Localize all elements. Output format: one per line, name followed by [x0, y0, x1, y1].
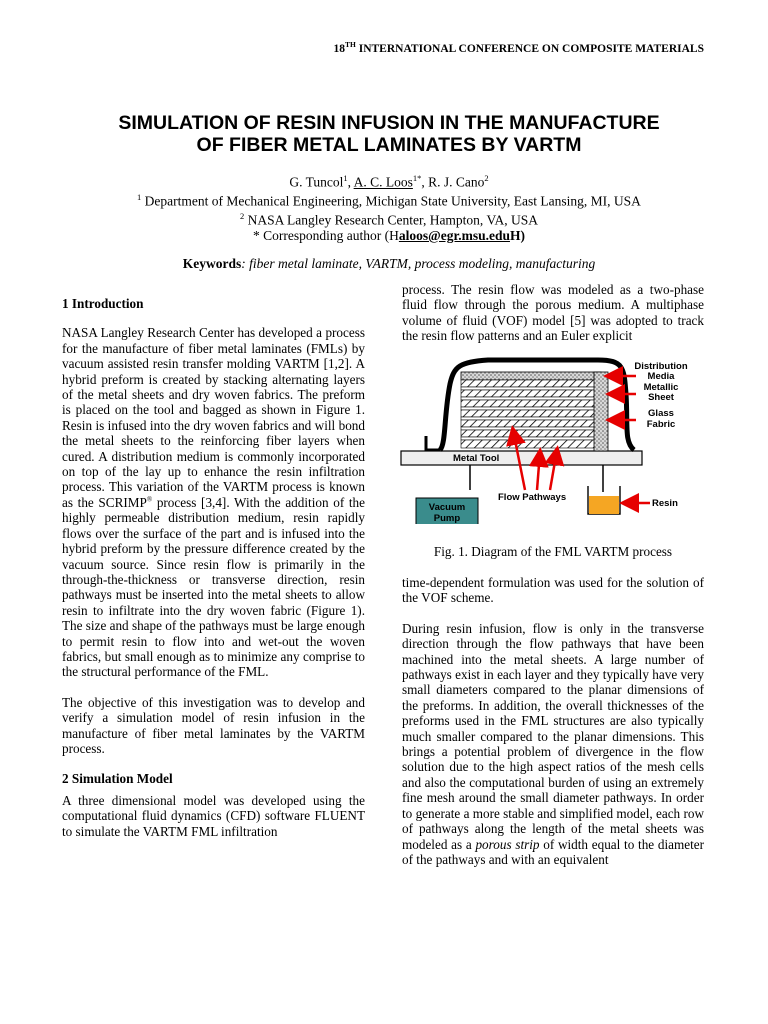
- section-heading-simulation-model: 2 Simulation Model: [62, 771, 173, 787]
- conference-header: 18TH INTERNATIONAL CONFERENCE ON COMPOSITE MATERIALS: [333, 40, 704, 55]
- label-distribution-1: Distribution: [634, 361, 688, 372]
- right-column-bottom: [402, 575, 704, 882]
- title-line-1: SIMULATION OF RESIN INFUSION IN THE MANUFACTURE: [118, 112, 660, 134]
- corresponding-author: * Corresponding author (Haloos@egr.msu.eduH): [253, 228, 525, 243]
- paragraph: time-dependent formulation was used for the solution of the VOF scheme.: [402, 575, 704, 606]
- label-metal-tool: Metal Tool: [453, 453, 500, 464]
- paragraph: process. The resin flow was modeled as a two-phase fluid flow through the porous medium. A multiphase volume of fluid (VOF) model [5] was adopted to track the resin flow patterns and an Euler explicit: [402, 282, 704, 344]
- label-resin: Resin: [652, 498, 678, 509]
- figure-vartm-diagram: [398, 354, 704, 524]
- author-names: G. Tuncol$^1$, A. C. Loos$^{1*}$, R. J. Cano$^2$: [289, 173, 489, 190]
- paragraph: The objective of this investigation was to develop and verify a simulation model of resin infusion in the manufacture of fiber metal laminates by the VARTM process.: [62, 694, 365, 756]
- label-distribution-2: Media: [647, 371, 675, 382]
- keywords: Keywords: fiber metal laminate, VARTM, process modeling, manufacturing: [182, 256, 596, 271]
- label-glass-1: Glass: [648, 408, 674, 419]
- label-flow-pathways: Flow Pathways: [498, 492, 567, 503]
- author-block: [60, 171, 718, 244]
- paragraph: NASA Langley Research Center has developed a process for the manufacture of fiber metal laminates (FMLs) by vacuum assisted resin transfer molding VARTM [1,2]. A hybrid preform is created by stacking alternating layers of the metal sheets and dry woven fabrics. The preform is placed on the tool and bagged as shown in Figure 1. Resin is infused into the dry woven fabrics and will bond the metal sheets to the reinforcing fiber layers when cured. A distribution medium is commonly incorporated on top of the lay up to enhance the resin infiltration process. This variation of the VARTM process is known as the SCRIMP® process [3,4]. With the addition of the highly permeable distribution medium, resin rapidly flows over the surface of the part and is infused into the hybrid preform by the pressure difference created by the vacuum source. Since resin flow is primarily in the through-the-thickness or transverse direction, resin pathways must be inserted into the metal sheets to allow resin to infiltrate into the dry woven fabric (Figure 1). The size and shape of the pathways must be large enough to permit resin to flow into and wet-out the woven fabrics, but small enough as to minimize any comprise to the structural performance of the FML.: [62, 325, 365, 680]
- section-heading-introduction: 1 Introduction: [62, 296, 144, 311]
- label-vacuum-1: Vacuum: [428, 502, 466, 513]
- paper-title: [60, 112, 718, 156]
- label-vacuum-2: Pump: [433, 513, 461, 524]
- right-column-top: [402, 282, 704, 359]
- paragraph: A three dimensional model was developed using the computational fluid dynamics (CFD) software FLUENT to simulate the VARTM FML infiltration: [62, 792, 365, 839]
- affiliation-2: $^2$ NASA Langley Research Center, Hampton, VA, USA: [240, 211, 538, 228]
- label-glass-2: Fabric: [646, 419, 676, 430]
- label-metallic-1: Metallic: [643, 382, 679, 393]
- metal-tool-plate: [401, 451, 642, 465]
- affiliation-1: $^1$ Department of Mechanical Engineering, Michigan State University, East Lansing, MI, USA: [137, 192, 641, 209]
- label-metallic-2: Sheet: [648, 392, 674, 403]
- paragraph: During resin infusion, flow is only in the transverse direction through the flow pathways that have been machined into the metal sheets. A large number of pathways exist in each layer and they typically have very small diameters compared to the planar dimensions of the preforms. In addition, the overall thicknesses of the preforms used in the FML structures are also typically much smaller compared to the planar dimensions. This brings a potential problem of divergence in the flow solution due to the high aspect ratios of the mesh cells and also the computational burden of using an extremely fine mesh around the small diameter pathways. In order to generate a more stable and simplified model, each row of pathways along the length of the metal sheets was modeled as a porous strip of width equal to the diameter of the pathways and with an equivalent: [402, 620, 704, 867]
- left-column: [62, 296, 365, 854]
- email-link[interactable]: aloos@egr.msu.edu: [398, 228, 510, 243]
- preform-stack: [461, 372, 608, 451]
- title-line-2: OF FIBER METAL LAMINATES BY VARTM: [196, 134, 582, 156]
- figure-caption: Fig. 1. Diagram of the FML VARTM process: [433, 544, 673, 559]
